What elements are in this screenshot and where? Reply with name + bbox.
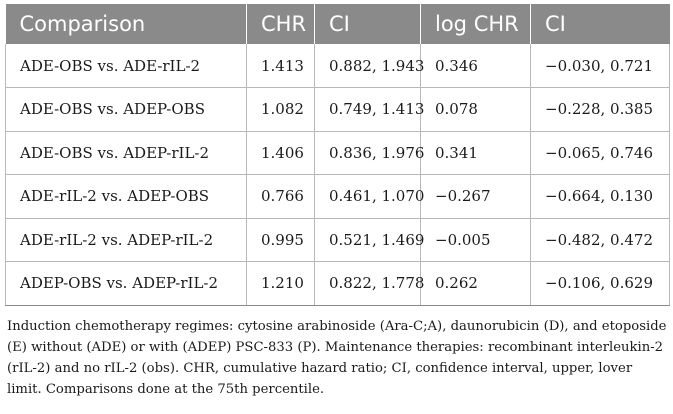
cell-comparison: ADE-rIL-2 vs. ADEP-rIL-2 (6, 218, 247, 262)
cell-log-chr: 0.341 (421, 131, 531, 175)
comparison-table (5, 4, 670, 306)
cell-ci: 0.521, 1.469 (315, 218, 421, 262)
cell-chr: 1.082 (247, 88, 315, 132)
table-footnote: Induction chemotherapy regimes: cytosine arabinoside (Ara-C;A), daunorubicin (D), and etoposide (E) without (ADE) or with (ADEP) PSC-833 (P). Maintenance therapies: recombinant interleukin-2 (rIL-2) and no rIL-2 (obs). CHR, cumulative hazard ratio; CI, confidence interval, upper, lover limit. Comparisons done at the 75th percentile. (7, 318, 667, 397)
cell-log-chr: 0.346 (421, 44, 531, 88)
cell-log-ci: −0.664, 0.130 (531, 175, 670, 219)
table-row (6, 262, 670, 306)
cell-comparison: ADE-OBS vs. ADEP-OBS (6, 88, 247, 132)
table-row (6, 175, 670, 219)
table-header-row (6, 4, 670, 44)
table-row (6, 88, 670, 132)
cell-log-ci: −0.228, 0.385 (531, 88, 670, 132)
cell-log-chr: −0.267 (421, 175, 531, 219)
cell-log-ci: −0.030, 0.721 (531, 44, 670, 88)
cell-log-chr: 0.078 (421, 88, 531, 132)
cell-ci: 0.461, 1.070 (315, 175, 421, 219)
header-log-ci: CI (531, 4, 670, 44)
cell-log-ci: −0.106, 0.629 (531, 262, 670, 306)
cell-comparison: ADE-OBS vs. ADE-rIL-2 (6, 44, 247, 88)
cell-ci: 0.822, 1.778 (315, 262, 421, 306)
cell-chr: 0.766 (247, 175, 315, 219)
table-row (6, 218, 670, 262)
cell-log-ci: −0.065, 0.746 (531, 131, 670, 175)
cell-comparison: ADEP-OBS vs. ADEP-rIL-2 (6, 262, 247, 306)
header-chr: CHR (247, 4, 315, 44)
cell-log-ci: −0.482, 0.472 (531, 218, 670, 262)
header-comparison: Comparison (6, 4, 247, 44)
cell-chr: 0.995 (247, 218, 315, 262)
cell-comparison: ADE-OBS vs. ADEP-rIL-2 (6, 131, 247, 175)
cell-log-chr: 0.262 (421, 262, 531, 306)
table-row (6, 44, 670, 88)
cell-chr: 1.210 (247, 262, 315, 306)
cell-log-chr: −0.005 (421, 218, 531, 262)
cell-chr: 1.413 (247, 44, 315, 88)
table-row (6, 131, 670, 175)
header-log-chr: log CHR (421, 4, 531, 44)
header-ci: CI (315, 4, 421, 44)
cell-ci: 0.882, 1.943 (315, 44, 421, 88)
cell-chr: 1.406 (247, 131, 315, 175)
cell-comparison: ADE-rIL-2 vs. ADEP-OBS (6, 175, 247, 219)
cell-ci: 0.749, 1.413 (315, 88, 421, 132)
table-figure (5, 4, 669, 413)
cell-ci: 0.836, 1.976 (315, 131, 421, 175)
